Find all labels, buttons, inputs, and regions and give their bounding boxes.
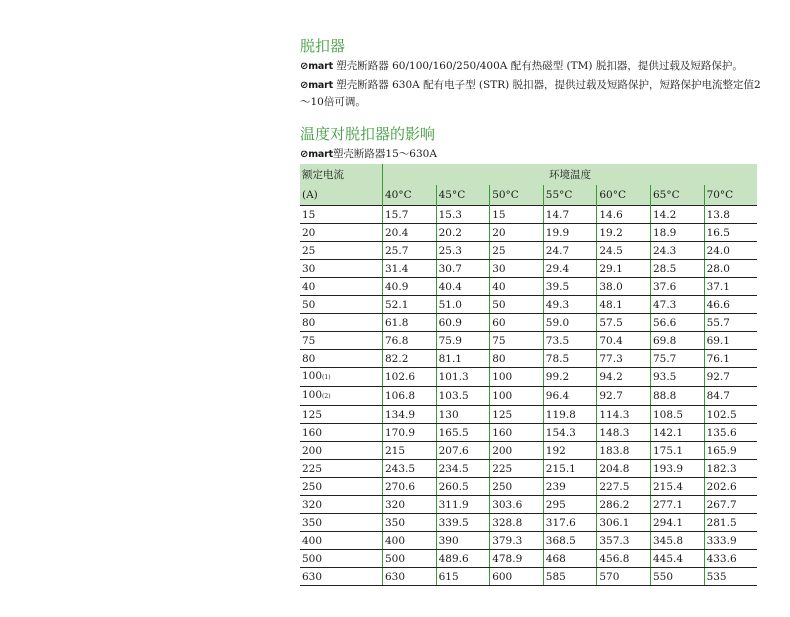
cell-value: 215.1 xyxy=(543,460,597,478)
cell-value: 277.1 xyxy=(650,496,704,514)
cell-value: 14.2 xyxy=(650,206,704,224)
table-row xyxy=(300,387,757,406)
cell-value: 29.1 xyxy=(597,260,651,278)
cell-rating: 500 xyxy=(300,550,383,568)
cell-value: 70.4 xyxy=(597,332,651,350)
cell-value: 286.2 xyxy=(597,496,651,514)
table-row xyxy=(300,442,757,460)
header-ambient-temperature: 环境温度 xyxy=(383,164,758,185)
table-row xyxy=(300,460,757,478)
cell-value: 225 xyxy=(490,460,544,478)
cell-value: 192 xyxy=(543,442,597,460)
cell-value: 182.3 xyxy=(704,460,757,478)
cell-value: 333.9 xyxy=(704,532,757,550)
cell-value: 243.5 xyxy=(383,460,437,478)
section-title-trip-unit: 脱扣器 xyxy=(300,37,346,55)
cell-rating: 75 xyxy=(300,332,383,350)
cell-value: 433.6 xyxy=(704,550,757,568)
table-row xyxy=(300,568,757,586)
cell-value: 303.6 xyxy=(490,496,544,514)
cell-value: 270.6 xyxy=(383,478,437,496)
cell-value: 456.8 xyxy=(597,550,651,568)
cell-value: 19.9 xyxy=(543,224,597,242)
smart-logo: ⊘mart xyxy=(300,149,333,160)
cell-value: 281.5 xyxy=(704,514,757,532)
table-row xyxy=(300,406,757,424)
cell-value: 24.0 xyxy=(704,242,757,260)
smart-logo: ⊘mart xyxy=(300,61,333,72)
cell-value: 311.9 xyxy=(436,496,490,514)
cell-value: 15.3 xyxy=(436,206,490,224)
cell-rating: 630 xyxy=(300,568,383,586)
cell-value: 103.5 xyxy=(436,387,490,406)
cell-value: 400 xyxy=(383,532,437,550)
cell-value: 52.1 xyxy=(383,296,437,314)
cell-value: 49.3 xyxy=(543,296,597,314)
cell-value: 47.3 xyxy=(650,296,704,314)
cell-value: 234.5 xyxy=(436,460,490,478)
table-row xyxy=(300,514,757,532)
cell-rating: 15 xyxy=(300,206,383,224)
cell-value: 92.7 xyxy=(597,387,651,406)
section-title-temperature: 温度对脱扣器的影响 xyxy=(300,125,436,143)
cell-value: 14.7 xyxy=(543,206,597,224)
cell-value: 24.3 xyxy=(650,242,704,260)
cell-rating: 40 xyxy=(300,278,383,296)
cell-value: 175.1 xyxy=(650,442,704,460)
cell-value: 99.2 xyxy=(543,368,597,387)
cell-value: 28.0 xyxy=(704,260,757,278)
header-temp: 40°C xyxy=(383,185,437,206)
cell-value: 170.9 xyxy=(383,424,437,442)
cell-value: 31.4 xyxy=(383,260,437,278)
cell-value: 38.0 xyxy=(597,278,651,296)
header-temp: 65°C xyxy=(650,185,704,206)
cell-value: 61.8 xyxy=(383,314,437,332)
cell-value: 154.3 xyxy=(543,424,597,442)
table-row xyxy=(300,242,757,260)
cell-rating: 25 xyxy=(300,242,383,260)
cell-value: 60 xyxy=(490,314,544,332)
cell-value: 306.1 xyxy=(597,514,651,532)
cell-value: 82.2 xyxy=(383,350,437,368)
cell-value: 73.5 xyxy=(543,332,597,350)
cell-value: 379.3 xyxy=(490,532,544,550)
table-row xyxy=(300,296,757,314)
cell-value: 76.8 xyxy=(383,332,437,350)
cell-value: 267.7 xyxy=(704,496,757,514)
table-row xyxy=(300,532,757,550)
cell-value: 227.5 xyxy=(597,478,651,496)
cell-value: 15.7 xyxy=(383,206,437,224)
table-row xyxy=(300,478,757,496)
cell-value: 160 xyxy=(490,424,544,442)
cell-value: 350 xyxy=(383,514,437,532)
table-row xyxy=(300,260,757,278)
cell-value: 37.1 xyxy=(704,278,757,296)
table-row xyxy=(300,314,757,332)
cell-value: 320 xyxy=(383,496,437,514)
cell-value: 204.8 xyxy=(597,460,651,478)
table-caption xyxy=(300,147,762,162)
cell-value: 148.3 xyxy=(597,424,651,442)
cell-value: 51.0 xyxy=(436,296,490,314)
cell-value: 39.5 xyxy=(543,278,597,296)
footnote-marker: (2) xyxy=(322,393,331,400)
cell-value: 500 xyxy=(383,550,437,568)
header-temp: 50°C xyxy=(490,185,544,206)
cell-value: 24.5 xyxy=(597,242,651,260)
cell-value: 100 xyxy=(490,387,544,406)
cell-rating: 100(2) xyxy=(300,387,383,406)
cell-value: 260.5 xyxy=(436,478,490,496)
cell-value: 37.6 xyxy=(650,278,704,296)
cell-value: 69.8 xyxy=(650,332,704,350)
cell-value: 489.6 xyxy=(436,550,490,568)
cell-value: 24.7 xyxy=(543,242,597,260)
cell-value: 615 xyxy=(436,568,490,586)
cell-value: 114.3 xyxy=(597,406,651,424)
cell-value: 570 xyxy=(597,568,651,586)
cell-value: 69.1 xyxy=(704,332,757,350)
table-row xyxy=(300,206,757,224)
cell-value: 30 xyxy=(490,260,544,278)
cell-value: 134.9 xyxy=(383,406,437,424)
cell-rating: 20 xyxy=(300,224,383,242)
cell-value: 16.5 xyxy=(704,224,757,242)
cell-value: 77.3 xyxy=(597,350,651,368)
cell-value: 317.6 xyxy=(543,514,597,532)
page-content xyxy=(300,36,762,586)
cell-value: 59.0 xyxy=(543,314,597,332)
cell-value: 207.6 xyxy=(436,442,490,460)
cell-value: 102.5 xyxy=(704,406,757,424)
cell-value: 57.5 xyxy=(597,314,651,332)
cell-value: 94.2 xyxy=(597,368,651,387)
cell-value: 28.5 xyxy=(650,260,704,278)
table-row xyxy=(300,278,757,296)
cell-value: 46.6 xyxy=(704,296,757,314)
cell-value: 478.9 xyxy=(490,550,544,568)
cell-value: 125 xyxy=(490,406,544,424)
cell-value: 130 xyxy=(436,406,490,424)
table-row xyxy=(300,224,757,242)
cell-value: 80 xyxy=(490,350,544,368)
cell-value: 48.1 xyxy=(597,296,651,314)
cell-value: 468 xyxy=(543,550,597,568)
cell-value: 75.7 xyxy=(650,350,704,368)
cell-value: 20.4 xyxy=(383,224,437,242)
cell-value: 40.4 xyxy=(436,278,490,296)
cell-value: 585 xyxy=(543,568,597,586)
cell-rating: 125 xyxy=(300,406,383,424)
cell-value: 60.9 xyxy=(436,314,490,332)
cell-value: 25.3 xyxy=(436,242,490,260)
cell-value: 50 xyxy=(490,296,544,314)
cell-value: 20 xyxy=(490,224,544,242)
cell-value: 339.5 xyxy=(436,514,490,532)
cell-value: 294.1 xyxy=(650,514,704,532)
cell-value: 630 xyxy=(383,568,437,586)
cell-value: 102.6 xyxy=(383,368,437,387)
cell-value: 20.2 xyxy=(436,224,490,242)
cell-value: 96.4 xyxy=(543,387,597,406)
cell-rating: 200 xyxy=(300,442,383,460)
cell-value: 40.9 xyxy=(383,278,437,296)
cell-value: 535 xyxy=(704,568,757,586)
cell-value: 250 xyxy=(490,478,544,496)
paragraph-tm xyxy=(300,58,762,75)
cell-rating: 250 xyxy=(300,478,383,496)
cell-value: 30.7 xyxy=(436,260,490,278)
paragraph-str-text: 塑壳断路器 630A 配有电子型 (STR) 脱扣器，提供过载及短路保护，短路保护电流整定值2～10倍可调。 xyxy=(300,79,761,108)
cell-rating: 160 xyxy=(300,424,383,442)
cell-rating: 80 xyxy=(300,350,383,368)
cell-value: 100 xyxy=(490,368,544,387)
cell-value: 135.6 xyxy=(704,424,757,442)
cell-value: 215.4 xyxy=(650,478,704,496)
table-row xyxy=(300,550,757,568)
cell-value: 108.5 xyxy=(650,406,704,424)
cell-rating: 225 xyxy=(300,460,383,478)
header-unit-a: (A) xyxy=(300,185,383,206)
cell-value: 55.7 xyxy=(704,314,757,332)
cell-value: 345.8 xyxy=(650,532,704,550)
cell-value: 101.3 xyxy=(436,368,490,387)
table-body xyxy=(300,206,757,586)
cell-value: 193.9 xyxy=(650,460,704,478)
cell-value: 75 xyxy=(490,332,544,350)
cell-value: 15 xyxy=(490,206,544,224)
cell-rating: 350 xyxy=(300,514,383,532)
cell-value: 84.7 xyxy=(704,387,757,406)
cell-value: 550 xyxy=(650,568,704,586)
cell-value: 56.6 xyxy=(650,314,704,332)
cell-value: 78.5 xyxy=(543,350,597,368)
table-row xyxy=(300,496,757,514)
temperature-derating-table xyxy=(300,164,757,586)
cell-value: 215 xyxy=(383,442,437,460)
cell-value: 25.7 xyxy=(383,242,437,260)
cell-value: 81.1 xyxy=(436,350,490,368)
cell-rating: 320 xyxy=(300,496,383,514)
header-temp: 70°C xyxy=(704,185,757,206)
table-row xyxy=(300,332,757,350)
footnote-marker: (1) xyxy=(322,374,331,381)
paragraph-str xyxy=(300,77,762,110)
cell-rating: 400 xyxy=(300,532,383,550)
cell-value: 368.5 xyxy=(543,532,597,550)
cell-value: 165.9 xyxy=(704,442,757,460)
cell-value: 40 xyxy=(490,278,544,296)
cell-value: 183.8 xyxy=(597,442,651,460)
cell-value: 357.3 xyxy=(597,532,651,550)
cell-value: 29.4 xyxy=(543,260,597,278)
cell-value: 19.2 xyxy=(597,224,651,242)
cell-value: 142.1 xyxy=(650,424,704,442)
header-rated-current: 额定电流 xyxy=(300,164,383,185)
cell-value: 390 xyxy=(436,532,490,550)
cell-value: 119.8 xyxy=(543,406,597,424)
cell-value: 200 xyxy=(490,442,544,460)
cell-value: 328.8 xyxy=(490,514,544,532)
cell-value: 106.8 xyxy=(383,387,437,406)
cell-rating: 80 xyxy=(300,314,383,332)
table-row xyxy=(300,368,757,387)
cell-value: 18.9 xyxy=(650,224,704,242)
cell-value: 202.6 xyxy=(704,478,757,496)
cell-value: 445.4 xyxy=(650,550,704,568)
cell-value: 13.8 xyxy=(704,206,757,224)
cell-value: 93.5 xyxy=(650,368,704,387)
cell-value: 239 xyxy=(543,478,597,496)
cell-value: 165.5 xyxy=(436,424,490,442)
cell-rating: 50 xyxy=(300,296,383,314)
cell-value: 14.6 xyxy=(597,206,651,224)
cell-rating: 100(1) xyxy=(300,368,383,387)
cell-rating: 30 xyxy=(300,260,383,278)
cell-value: 25 xyxy=(490,242,544,260)
table-row xyxy=(300,350,757,368)
header-temp: 55°C xyxy=(543,185,597,206)
table-row xyxy=(300,424,757,442)
cell-value: 76.1 xyxy=(704,350,757,368)
cell-value: 92.7 xyxy=(704,368,757,387)
header-temp: 60°C xyxy=(597,185,651,206)
cell-value: 295 xyxy=(543,496,597,514)
paragraph-tm-text: 塑壳断路器 60/100/160/250/400A 配有热磁型 (TM) 脱扣器，提供过载及短路保护。 xyxy=(336,60,743,72)
cell-value: 88.8 xyxy=(650,387,704,406)
cell-value: 75.9 xyxy=(436,332,490,350)
header-temp: 45°C xyxy=(436,185,490,206)
cell-value: 600 xyxy=(490,568,544,586)
table-caption-text: 塑壳断路器15～630A xyxy=(332,148,437,160)
smart-logo: ⊘mart xyxy=(300,80,333,91)
